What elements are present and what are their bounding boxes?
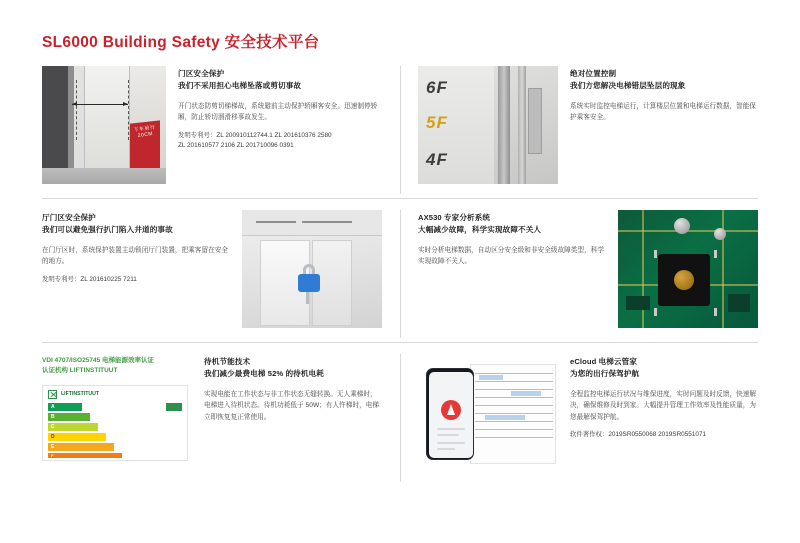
card-row-3 xyxy=(42,354,758,482)
grade-b: B xyxy=(51,413,55,420)
card-heading-line1: 门区安全保护 xyxy=(178,69,225,78)
image-caption: 下车前行20CM xyxy=(133,124,156,140)
grade-a: A xyxy=(51,403,55,410)
card-text xyxy=(558,354,758,482)
floor-label-5f: 5F xyxy=(426,113,448,132)
card-heading xyxy=(570,68,758,92)
card-body: 在门厅区时，系统保护装置主动锁闭厅门装置，把乘客留在安全的地方。 xyxy=(42,246,229,266)
elevator-door-gap-photo xyxy=(42,66,166,184)
card-row-2 xyxy=(42,210,758,338)
divider-horizontal-2 xyxy=(42,342,758,343)
card-copyright-line-1: 软件著作权：2019SR0550068 2019SR0551071 xyxy=(570,431,707,439)
floor-label-4f: 4F xyxy=(426,150,448,169)
card-door-zone-safety xyxy=(42,66,382,194)
card-row-1 xyxy=(42,66,758,194)
card-body: 实现电能在工作状态与非工作状态无缝转换。无人乘梯时，电梯进入待机状态。待机功耗低于 50W；有人忤梯时，电梯立即恢复复正常使用。 xyxy=(204,390,380,421)
card-heading-line2: 我们不采用担心电梯坠落或剪切事故 xyxy=(178,80,302,90)
card-heading xyxy=(570,356,758,380)
card-heading xyxy=(204,356,382,380)
card-heading-line2: 为您的出行保驾护航 xyxy=(570,368,640,378)
card-absolute-position-control xyxy=(418,66,758,194)
grade-d: D xyxy=(51,433,55,440)
card-text xyxy=(558,66,758,194)
card-patent-line-1: 发明专利号：ZL 201610225 7211 xyxy=(42,275,137,283)
card-body: 全程监控电梯运行状况与维保进度，实时问题及时反馈，快速解决，确保维修及时到家。大幅提升管理工作效率及性能质量，为您最解保驾护航。 xyxy=(570,390,757,421)
cert-label-line2: 认证机构 LIFTINSTITUUT xyxy=(42,367,118,375)
floor-label-6f: 6F xyxy=(426,78,448,97)
card-heading-line2: 大幅减少故障，科学实现故障不关人 xyxy=(418,224,542,234)
cert-label-line1: VDI 4707/ISO25745 电梯能源效率认证 xyxy=(42,357,154,364)
padlock-icon xyxy=(298,274,320,292)
card-hall-door-zone-safety xyxy=(42,210,382,338)
card-text xyxy=(418,210,618,338)
card-heading-line1: 厅门区安全保护 xyxy=(42,213,96,222)
ecloud-app-icon xyxy=(441,400,461,420)
card-body: 实时分析电梯数据，自动区分安全级和非安全级故障类型，科学实现故障不关人。 xyxy=(418,246,605,266)
grade-c: C xyxy=(51,423,55,430)
card-heading-line2: 我们减少最费电梯 52% 的待机电耗 xyxy=(204,368,324,378)
card-text xyxy=(42,210,242,338)
card-ax530-expert-analysis xyxy=(418,210,758,338)
door-mechanism-icon xyxy=(256,215,352,231)
card-text xyxy=(192,354,382,482)
floor-indicator-photo xyxy=(418,66,558,184)
card-heading-line1: 绝对位置控制 xyxy=(570,69,617,78)
card-patent-line-2: ZL 201610577 2106 ZL 201710096 0391 xyxy=(178,142,294,150)
card-heading-line2: 我们可以避免强行扒门陷入井道的事故 xyxy=(42,224,173,234)
grade-f: F xyxy=(51,452,54,458)
card-heading-line2: 我们方您解决电梯错层坠层的现象 xyxy=(570,80,686,90)
label-brand: LIFTINSTITUUT xyxy=(61,390,100,397)
card-heading-line1: AX530 专家分析系统 xyxy=(418,213,491,222)
card-grid xyxy=(42,66,758,486)
hall-door-lock-photo xyxy=(242,210,382,328)
card-heading xyxy=(42,212,230,236)
card-heading-line1: eCloud 电梯云管家 xyxy=(570,357,638,366)
card-text xyxy=(166,66,382,194)
grade-e: E xyxy=(51,443,55,450)
page-title: SL6000 Building Safety 安全技术平台 xyxy=(42,34,320,51)
cert-label xyxy=(42,356,182,377)
card-heading xyxy=(418,212,606,236)
card-patent-line-1: 发明专利号：ZL 200910112744.1 ZL 201610376 2580 xyxy=(178,131,332,139)
card-standby-energy-saving xyxy=(42,354,382,482)
card-body: 系统实时监控电梯运行，计算楼层位置和电梯运行数据，智能保护乘客安全。 xyxy=(570,102,757,122)
card-ecloud-elevator-guard xyxy=(418,354,758,482)
card-heading xyxy=(178,68,382,92)
card-cert-and-label xyxy=(42,354,192,482)
phone-dashboard-photo xyxy=(418,354,558,472)
liftinstituut-logo-icon xyxy=(48,390,57,399)
card-body: 开门状态防剪切梯梯故，系统避前主动保护轿厢客安全。迅速制停轿厢，防止轿切溜滑移事故发生。 xyxy=(178,102,378,122)
energy-efficiency-label xyxy=(42,385,188,461)
pcb-circuit-board-photo xyxy=(618,210,758,328)
chip-icon xyxy=(658,254,710,306)
divider-horizontal-1 xyxy=(42,198,758,199)
card-heading-line1: 待机节能技术 xyxy=(204,357,251,366)
